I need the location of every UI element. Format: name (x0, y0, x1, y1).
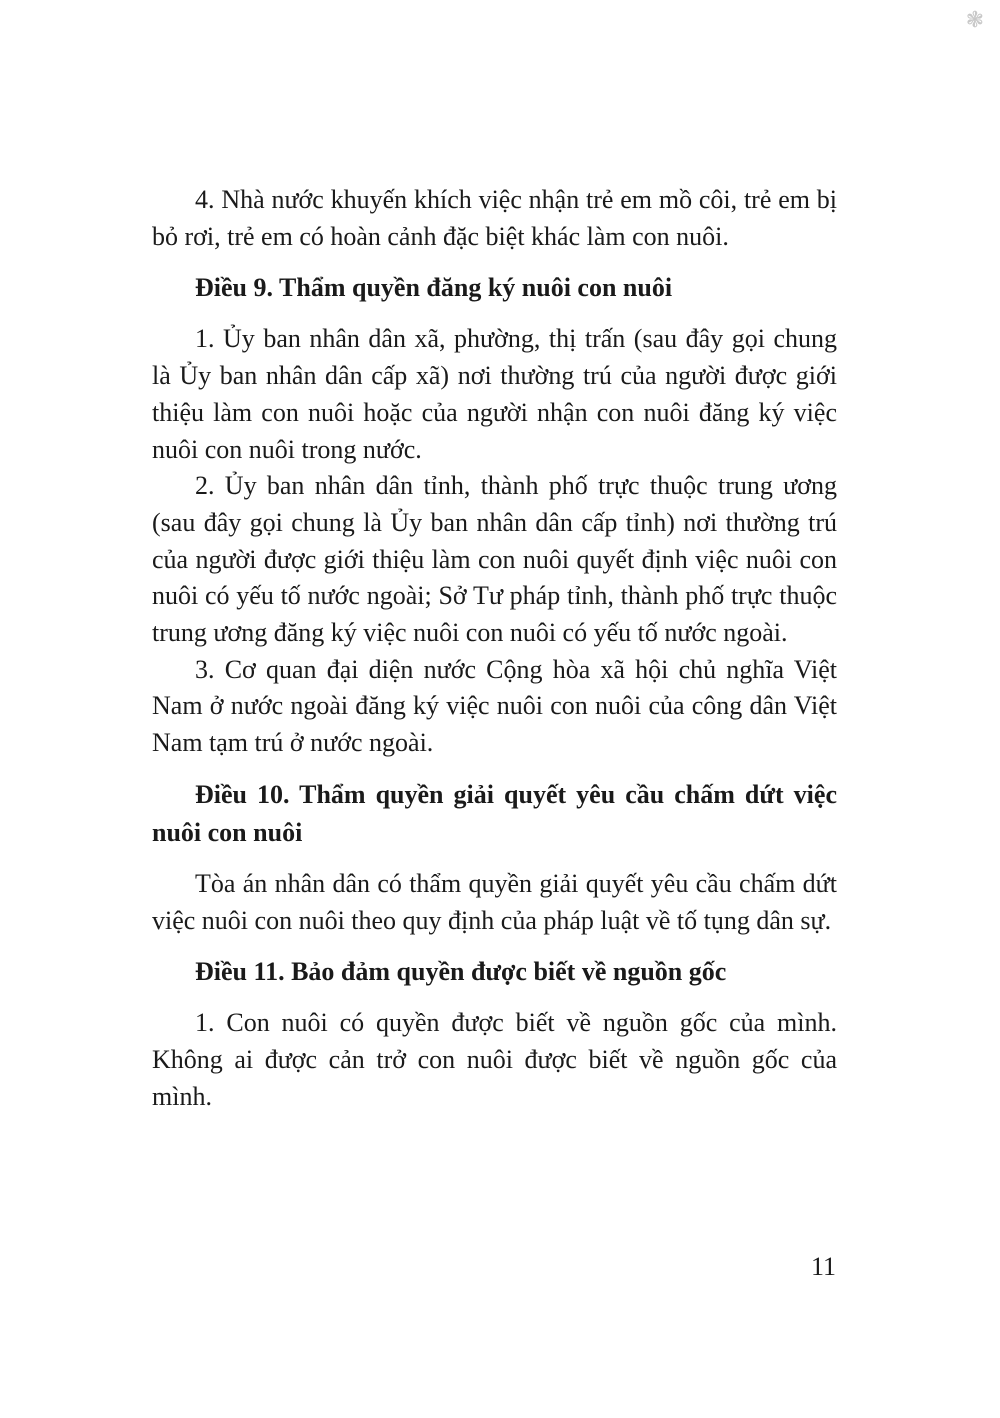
article-10-body: Tòa án nhân dân có thẩm quyền giải quyết yêu cầu chấm dứt việc nuôi con nuôi theo quy định của pháp luật về tố tụng dân sự. (152, 868, 837, 935)
article-10-heading: Điều 10. Thẩm quyền giải quyết yêu cầu chấm dứt việc nuôi con nuôi (152, 779, 837, 847)
page-body (152, 182, 837, 1115)
article-11-clause-1: 1. Con nuôi có quyền được biết về nguồn gốc của mình. Không ai được cản trở con nuôi được biết về nguồn gốc của mình. (152, 1008, 837, 1111)
article-9-clause-1: 1. Ủy ban nhân dân xã, phường, thị trấn (sau đây gọi chung là Ủy ban nhân dân cấp xã) nơi thường trú của người được giới thiệu làm con nuôi hoặc của người nhận con nuôi đăng ký việc nuôi con nuôi trong nước. (152, 324, 837, 464)
article-11-heading: Điều 11. Bảo đảm quyền được biết về nguồn gốc (195, 957, 727, 987)
page-number: 11 (810, 1252, 836, 1281)
article-9-clause-3: 3. Cơ quan đại diện nước Cộng hòa xã hội chủ nghĩa Việt Nam ở nước ngoài đăng ký việc nuôi con nuôi của công dân Việt Nam tạm trú ở nước ngoài. (152, 654, 837, 758)
article-8-clause-4: 4. Nhà nước khuyến khích việc nhận trẻ em mồ côi, trẻ em bị bỏ rơi, trẻ em có hoàn cảnh đặc biệt khác làm con nuôi. (152, 185, 837, 251)
article-9-clause-2: 2. Ủy ban nhân dân tỉnh, thành phố trực thuộc trung ương (sau đây gọi chung là Ủy ban nhân dân cấp tỉnh) nơi thường trú của người được giới thiệu làm con nuôi quyết định việc nuôi con nuôi có yếu tố nước ngoài; Sở Tư pháp tỉnh, thành phố trực thuộc trung ương đăng ký việc nuôi con nuôi có yếu tố nước ngoài. (152, 471, 837, 648)
article-9-heading: Điều 9. Thẩm quyền đăng ký nuôi con nuôi (195, 273, 673, 303)
flower-ornament-icon: ❃ (965, 8, 984, 33)
